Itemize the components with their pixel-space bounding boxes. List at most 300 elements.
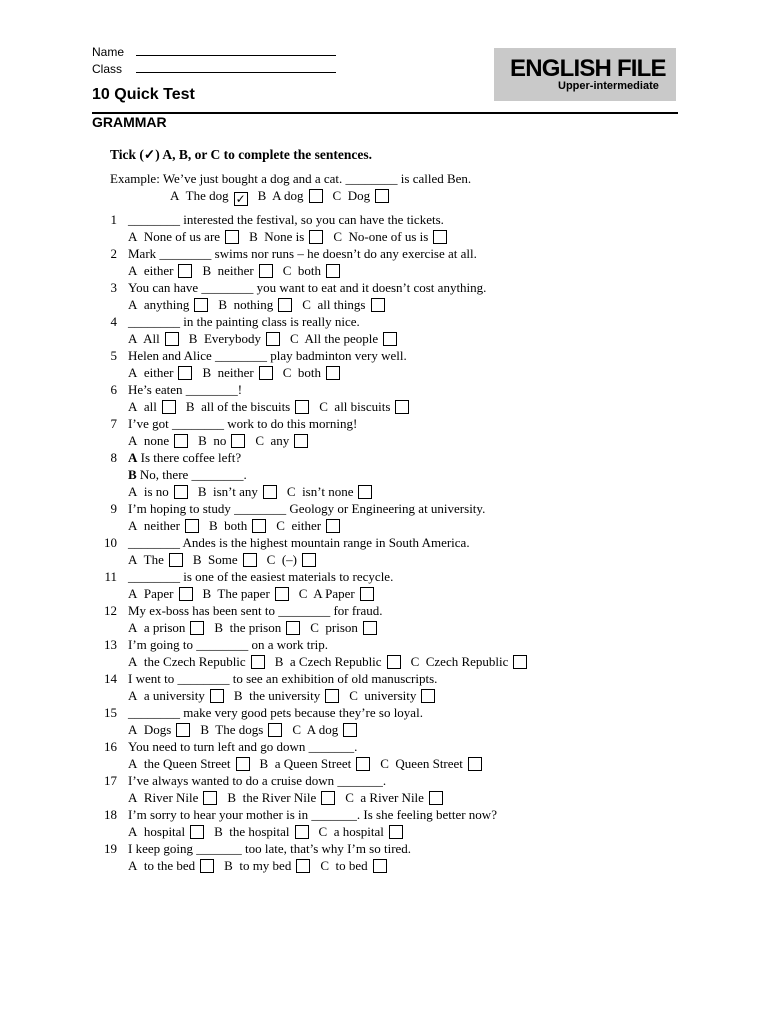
answer-checkbox[interactable] <box>225 230 239 244</box>
answer-checkbox[interactable] <box>263 485 277 499</box>
answer-checkbox[interactable] <box>266 332 280 346</box>
option-letter: B <box>192 552 202 567</box>
answer-checkbox[interactable] <box>268 723 282 737</box>
answer-checkbox[interactable] <box>169 553 183 567</box>
answer-checkbox[interactable] <box>321 791 335 805</box>
option-text: is no <box>137 484 169 499</box>
option-letter: A <box>128 552 138 567</box>
option-letter: A <box>128 586 138 601</box>
question-number: 15 <box>104 705 117 720</box>
option-letter: A <box>128 365 138 380</box>
option-text: all things <box>310 297 366 312</box>
answer-checkbox[interactable] <box>286 621 300 635</box>
answer-checkbox[interactable] <box>468 757 482 771</box>
example-options <box>170 188 399 206</box>
option-letter: C <box>302 297 311 312</box>
option-letter: A <box>128 824 138 839</box>
option-a[interactable] <box>128 688 224 704</box>
answer-checkbox[interactable] <box>326 264 340 278</box>
answer-checkbox[interactable] <box>360 587 374 601</box>
option-a[interactable] <box>170 188 248 206</box>
option-letter: A <box>128 433 138 448</box>
option-a[interactable] <box>128 858 214 874</box>
option-text: River Nile <box>137 790 199 805</box>
question-options <box>128 433 318 449</box>
option-a[interactable] <box>128 297 208 313</box>
option-letter: C <box>266 552 276 567</box>
question-options <box>128 858 397 874</box>
option-a[interactable] <box>128 654 265 670</box>
answer-checkbox[interactable] <box>178 366 192 380</box>
answer-checkbox[interactable] <box>194 298 208 312</box>
option-c[interactable] <box>333 188 390 204</box>
question-text: ________ is one of the easiest materials to recycle. <box>128 569 394 584</box>
option-letter: B <box>202 586 212 601</box>
option-text: all <box>137 399 157 414</box>
option-letter: C <box>333 229 342 244</box>
option-letter: C <box>292 722 301 737</box>
option-text: both <box>291 263 322 278</box>
question-text: I’ve got ________ work to do this morning! <box>128 416 358 431</box>
option-a[interactable] <box>128 586 193 602</box>
answer-checkbox[interactable] <box>178 264 192 278</box>
option-text: The dogs <box>209 722 264 737</box>
option-text: the prison <box>223 620 282 635</box>
option-text: The dog <box>179 188 229 203</box>
option-letter: A <box>128 654 138 669</box>
option-a[interactable] <box>128 552 183 568</box>
question-text: He’s eaten ________! <box>128 382 243 397</box>
answer-checkbox[interactable] <box>174 485 188 499</box>
answer-checkbox[interactable] <box>387 655 401 669</box>
question-options <box>128 484 382 500</box>
question-options <box>128 365 350 381</box>
option-text: either <box>137 263 174 278</box>
logo-subtitle: Upper-intermediate <box>558 80 659 92</box>
answer-checkbox[interactable] <box>433 230 447 244</box>
option-text: a River Nile <box>353 790 424 805</box>
option-b[interactable] <box>214 620 300 636</box>
question-text: I’ve always wanted to do a cruise down _______. <box>128 773 387 788</box>
question-options <box>128 688 445 704</box>
question-options <box>128 722 367 738</box>
question-text: I’m going to ________ on a work trip. <box>128 637 329 652</box>
option-letter: C <box>310 620 319 635</box>
option-b[interactable] <box>186 399 309 415</box>
option-b[interactable] <box>200 722 282 738</box>
answer-checkbox[interactable] <box>259 264 273 278</box>
answer-checkbox[interactable] <box>325 689 339 703</box>
option-text: to the bed <box>137 858 196 873</box>
option-letter: C <box>282 263 292 278</box>
option-text: None of us are <box>137 229 221 244</box>
answer-checkbox[interactable] <box>231 434 245 448</box>
option-letter: C <box>319 399 328 414</box>
question-options <box>128 620 387 636</box>
option-c[interactable] <box>345 790 443 806</box>
answer-checkbox[interactable] <box>259 366 273 380</box>
option-c[interactable] <box>283 263 340 279</box>
answer-checkbox[interactable] <box>343 723 357 737</box>
option-a[interactable] <box>128 824 204 840</box>
option-c[interactable] <box>292 722 357 738</box>
option-c[interactable] <box>310 620 377 636</box>
option-a[interactable] <box>128 484 188 500</box>
question-number: 14 <box>104 671 117 686</box>
option-text: The paper <box>211 586 270 601</box>
option-text: either <box>284 518 322 533</box>
question-options <box>128 756 492 772</box>
answer-checkbox[interactable] <box>203 791 217 805</box>
question-text: My ex-boss has been sent to ________ for fraud. <box>128 603 383 618</box>
option-b[interactable] <box>209 518 266 534</box>
answer-checkbox[interactable] <box>174 434 188 448</box>
question-text: ________ in the painting class is really nice. <box>128 314 360 329</box>
question-text: Helen and Alice ________ play badminton very well. <box>128 348 407 363</box>
option-letter: C <box>282 365 292 380</box>
question-options <box>128 824 413 840</box>
answer-checkbox[interactable] <box>383 332 397 346</box>
answer-checkbox[interactable] <box>200 859 214 873</box>
answer-checkbox[interactable] <box>165 332 179 346</box>
option-text: neither <box>211 365 254 380</box>
option-text: (–) <box>275 552 298 567</box>
english-file-logo <box>494 48 676 101</box>
answer-checkbox[interactable] <box>429 791 443 805</box>
question-text <box>128 450 241 466</box>
option-c[interactable] <box>287 484 373 500</box>
option-text: nothing <box>227 297 274 312</box>
option-b[interactable] <box>202 365 272 381</box>
question-options <box>128 790 453 806</box>
option-letter: C <box>298 586 308 601</box>
option-text: to my bed <box>232 858 292 873</box>
answer-checkbox[interactable] <box>326 519 340 533</box>
answer-checkbox[interactable] <box>185 519 199 533</box>
name-field[interactable] <box>92 45 336 59</box>
option-text: Dog <box>341 188 371 203</box>
option-a[interactable] <box>128 722 190 738</box>
option-c[interactable] <box>302 297 384 313</box>
answer-checkbox[interactable] <box>275 587 289 601</box>
option-text: All the people <box>298 331 379 346</box>
option-letter: C <box>410 654 420 669</box>
option-a[interactable] <box>128 790 217 806</box>
option-a[interactable] <box>128 399 176 415</box>
option-letter: B <box>208 518 218 533</box>
option-letter: A <box>128 790 138 805</box>
option-text: A dog <box>300 722 339 737</box>
option-letter: A <box>128 229 138 244</box>
class-input-line[interactable] <box>136 63 336 73</box>
question-number: 18 <box>104 807 117 822</box>
question-number: 13 <box>104 637 117 652</box>
option-c[interactable] <box>349 688 435 704</box>
option-text: Czech Republic <box>419 654 509 669</box>
logo-title: ENGLISH FILE <box>510 55 666 82</box>
option-text: neither <box>137 518 180 533</box>
option-letter: B <box>202 365 212 380</box>
question-number: 12 <box>104 603 117 618</box>
question-number: 3 <box>110 280 117 295</box>
option-c[interactable] <box>276 518 340 534</box>
option-text: a Queen Street <box>268 756 352 771</box>
answer-checkbox[interactable] <box>190 825 204 839</box>
option-text: the hospital <box>222 824 290 839</box>
question-options <box>128 331 407 347</box>
question-text: I’m hoping to study ________ Geology or Engineering at university. <box>128 501 486 516</box>
question-options <box>128 518 350 534</box>
option-b[interactable] <box>227 790 335 806</box>
answer-checkbox[interactable] <box>176 723 190 737</box>
option-letter: B <box>197 484 207 499</box>
speaker-line: Is there coffee left? <box>137 450 242 465</box>
option-text: No-one of us is <box>342 229 429 244</box>
option-b[interactable] <box>214 824 308 840</box>
option-text: anything <box>137 297 190 312</box>
answer-checkbox[interactable] <box>295 825 309 839</box>
option-letter: C <box>320 858 329 873</box>
question-text: ________ Andes is the highest mountain range in South America. <box>128 535 470 550</box>
option-c[interactable] <box>319 399 409 415</box>
question-number: 9 <box>110 501 117 516</box>
question-options <box>128 552 326 568</box>
option-b[interactable] <box>249 229 323 245</box>
test-title: 10 Quick Test <box>92 86 195 103</box>
question-number: 6 <box>110 382 117 397</box>
option-letter: B <box>185 399 195 414</box>
answer-checkbox[interactable] <box>363 621 377 635</box>
option-b[interactable] <box>218 297 292 313</box>
option-text: a Czech Republic <box>283 654 382 669</box>
option-letter: B <box>202 263 212 278</box>
option-text: All <box>137 331 160 346</box>
option-text: the university <box>242 688 321 703</box>
option-letter: B <box>218 297 228 312</box>
question-text: You can have ________ you want to eat and it doesn’t cost anything. <box>128 280 487 295</box>
option-text: either <box>137 365 174 380</box>
option-letter: B <box>257 188 267 203</box>
question-text: I keep going _______ too late, that’s why I’m so tired. <box>128 841 412 856</box>
option-a[interactable] <box>128 518 199 534</box>
option-text: A Paper <box>307 586 355 601</box>
option-text: The <box>137 552 164 567</box>
option-letter: B <box>249 229 258 244</box>
question-text: ________ make very good pets because they’re so loyal. <box>128 705 423 720</box>
option-letter: B <box>198 433 207 448</box>
option-letter: C <box>255 433 265 448</box>
answer-checkbox[interactable] <box>296 859 310 873</box>
option-text: a prison <box>137 620 186 635</box>
option-text: a hospital <box>327 824 384 839</box>
option-b[interactable] <box>275 654 401 670</box>
option-text: hospital <box>137 824 186 839</box>
option-text: to bed <box>329 858 368 873</box>
option-letter: A <box>128 688 138 703</box>
question-number: 10 <box>104 535 117 550</box>
name-label: Name <box>92 45 125 59</box>
answer-checkbox[interactable] <box>294 434 308 448</box>
option-letter: B <box>227 790 237 805</box>
option-letter: A <box>128 518 138 533</box>
option-b[interactable] <box>224 858 310 874</box>
speaker-label: A <box>128 450 138 465</box>
answer-checkbox[interactable] <box>251 655 265 669</box>
option-letter: C <box>290 331 299 346</box>
question-number: 17 <box>104 773 117 788</box>
option-text: the Queen Street <box>137 756 231 771</box>
option-c[interactable] <box>283 365 340 381</box>
option-letter: B <box>259 756 269 771</box>
option-text: both <box>217 518 248 533</box>
option-text: Dogs <box>137 722 172 737</box>
option-b[interactable] <box>198 433 245 449</box>
answer-checkbox[interactable] <box>190 621 204 635</box>
option-letter: B <box>214 620 224 635</box>
question-text: You need to turn left and go down _______. <box>128 739 358 754</box>
option-letter: B <box>200 722 210 737</box>
answer-checkbox[interactable] <box>295 400 309 414</box>
answer-checkbox[interactable] <box>210 689 224 703</box>
option-text: university <box>357 688 417 703</box>
option-letter: A <box>128 484 138 499</box>
option-letter: C <box>276 518 285 533</box>
name-input-line[interactable] <box>136 46 336 56</box>
question-number: 1 <box>110 212 117 227</box>
option-b[interactable] <box>202 263 272 279</box>
option-c[interactable] <box>255 433 308 449</box>
header-divider <box>92 112 678 114</box>
example-sentence: Example: We’ve just bought a dog and a cat. ________ is called Ben. <box>110 171 472 186</box>
option-letter: B <box>233 688 243 703</box>
option-b[interactable] <box>193 552 257 568</box>
answer-checkbox[interactable] <box>278 298 292 312</box>
answer-checkbox[interactable] <box>371 298 385 312</box>
answer-checkbox[interactable] <box>395 400 409 414</box>
check-mark-icon: ✓ <box>235 192 246 206</box>
option-c[interactable] <box>380 756 482 772</box>
answer-checkbox[interactable] <box>162 400 176 414</box>
option-letter: C <box>286 484 296 499</box>
option-b[interactable] <box>189 331 280 347</box>
option-text: prison <box>318 620 358 635</box>
option-letter: C <box>345 790 354 805</box>
option-letter: A <box>128 722 138 737</box>
option-b[interactable] <box>234 688 339 704</box>
option-a[interactable] <box>128 756 250 772</box>
option-text: Paper <box>137 586 174 601</box>
option-c[interactable] <box>267 552 316 568</box>
option-letter: A <box>128 858 138 873</box>
answer-checkbox[interactable] <box>309 230 323 244</box>
answer-checkbox[interactable] <box>356 757 370 771</box>
option-letter: A <box>128 756 138 771</box>
option-text: none <box>137 433 170 448</box>
question-number: 11 <box>104 569 117 584</box>
option-a[interactable] <box>128 365 192 381</box>
option-c[interactable] <box>299 586 374 602</box>
section-heading: GRAMMAR <box>92 114 167 130</box>
question-number: 16 <box>104 739 117 754</box>
question-options <box>128 297 395 313</box>
speaker-line: No, there ________. <box>136 467 247 482</box>
option-text: isn’t any <box>206 484 258 499</box>
option-b[interactable] <box>198 484 277 500</box>
option-c[interactable] <box>319 824 403 840</box>
question-number: 4 <box>110 314 117 329</box>
option-text: any <box>264 433 290 448</box>
option-text: isn’t none <box>295 484 354 499</box>
answer-checkbox[interactable] <box>252 519 266 533</box>
question-text <box>128 467 247 483</box>
option-b[interactable] <box>258 188 323 204</box>
question-options <box>128 263 350 279</box>
question-options <box>128 654 537 670</box>
answer-checkbox[interactable] <box>243 553 257 567</box>
question-options <box>128 586 384 602</box>
option-a[interactable] <box>128 331 179 347</box>
answer-checkbox[interactable] <box>302 553 316 567</box>
option-letter: A <box>128 263 138 278</box>
option-c[interactable] <box>290 331 397 347</box>
instructions: Tick (✓) A, B, or C to complete the sentences. <box>110 147 373 162</box>
option-c[interactable] <box>411 654 528 670</box>
answer-checkbox[interactable] <box>326 366 340 380</box>
question-options <box>128 229 457 245</box>
option-letter: A <box>128 399 138 414</box>
option-c[interactable] <box>333 229 447 245</box>
question-text: ________ interested the festival, so you can have the tickets. <box>128 212 444 227</box>
option-text: Queen Street <box>388 756 463 771</box>
option-text: both <box>291 365 322 380</box>
option-b[interactable] <box>203 586 289 602</box>
answer-checkbox[interactable] <box>358 485 372 499</box>
option-c[interactable] <box>320 858 386 874</box>
option-b[interactable] <box>260 756 371 772</box>
option-letter: C <box>380 756 389 771</box>
option-a[interactable] <box>128 433 188 449</box>
option-text: all of the biscuits <box>194 399 291 414</box>
option-letter: C <box>349 688 358 703</box>
option-letter: A <box>128 297 138 312</box>
answer-checkbox[interactable] <box>421 689 435 703</box>
answer-checkbox[interactable] <box>236 757 250 771</box>
option-letter: B <box>274 654 284 669</box>
option-text: A dog <box>266 188 304 203</box>
option-letter: A <box>170 188 180 203</box>
answer-checkbox[interactable] <box>375 189 389 203</box>
class-field[interactable] <box>92 62 336 76</box>
option-a[interactable] <box>128 620 204 636</box>
answer-checkbox[interactable] <box>513 655 527 669</box>
option-text: a university <box>137 688 205 703</box>
option-letter: B <box>224 858 233 873</box>
option-letter: A <box>128 331 138 346</box>
answer-checkbox[interactable] <box>179 587 193 601</box>
answer-checkbox[interactable] <box>309 189 323 203</box>
option-text: Everybody <box>197 331 262 346</box>
answer-checkbox[interactable] <box>373 859 387 873</box>
option-a[interactable] <box>128 229 239 245</box>
answer-checkbox[interactable] <box>389 825 403 839</box>
option-letter: C <box>332 188 342 203</box>
option-text: neither <box>211 263 254 278</box>
option-text: Some <box>201 552 238 567</box>
question-number: 5 <box>110 348 117 363</box>
answer-checkbox[interactable] <box>234 192 248 206</box>
option-text: all biscuits <box>327 399 391 414</box>
option-a[interactable] <box>128 263 192 279</box>
